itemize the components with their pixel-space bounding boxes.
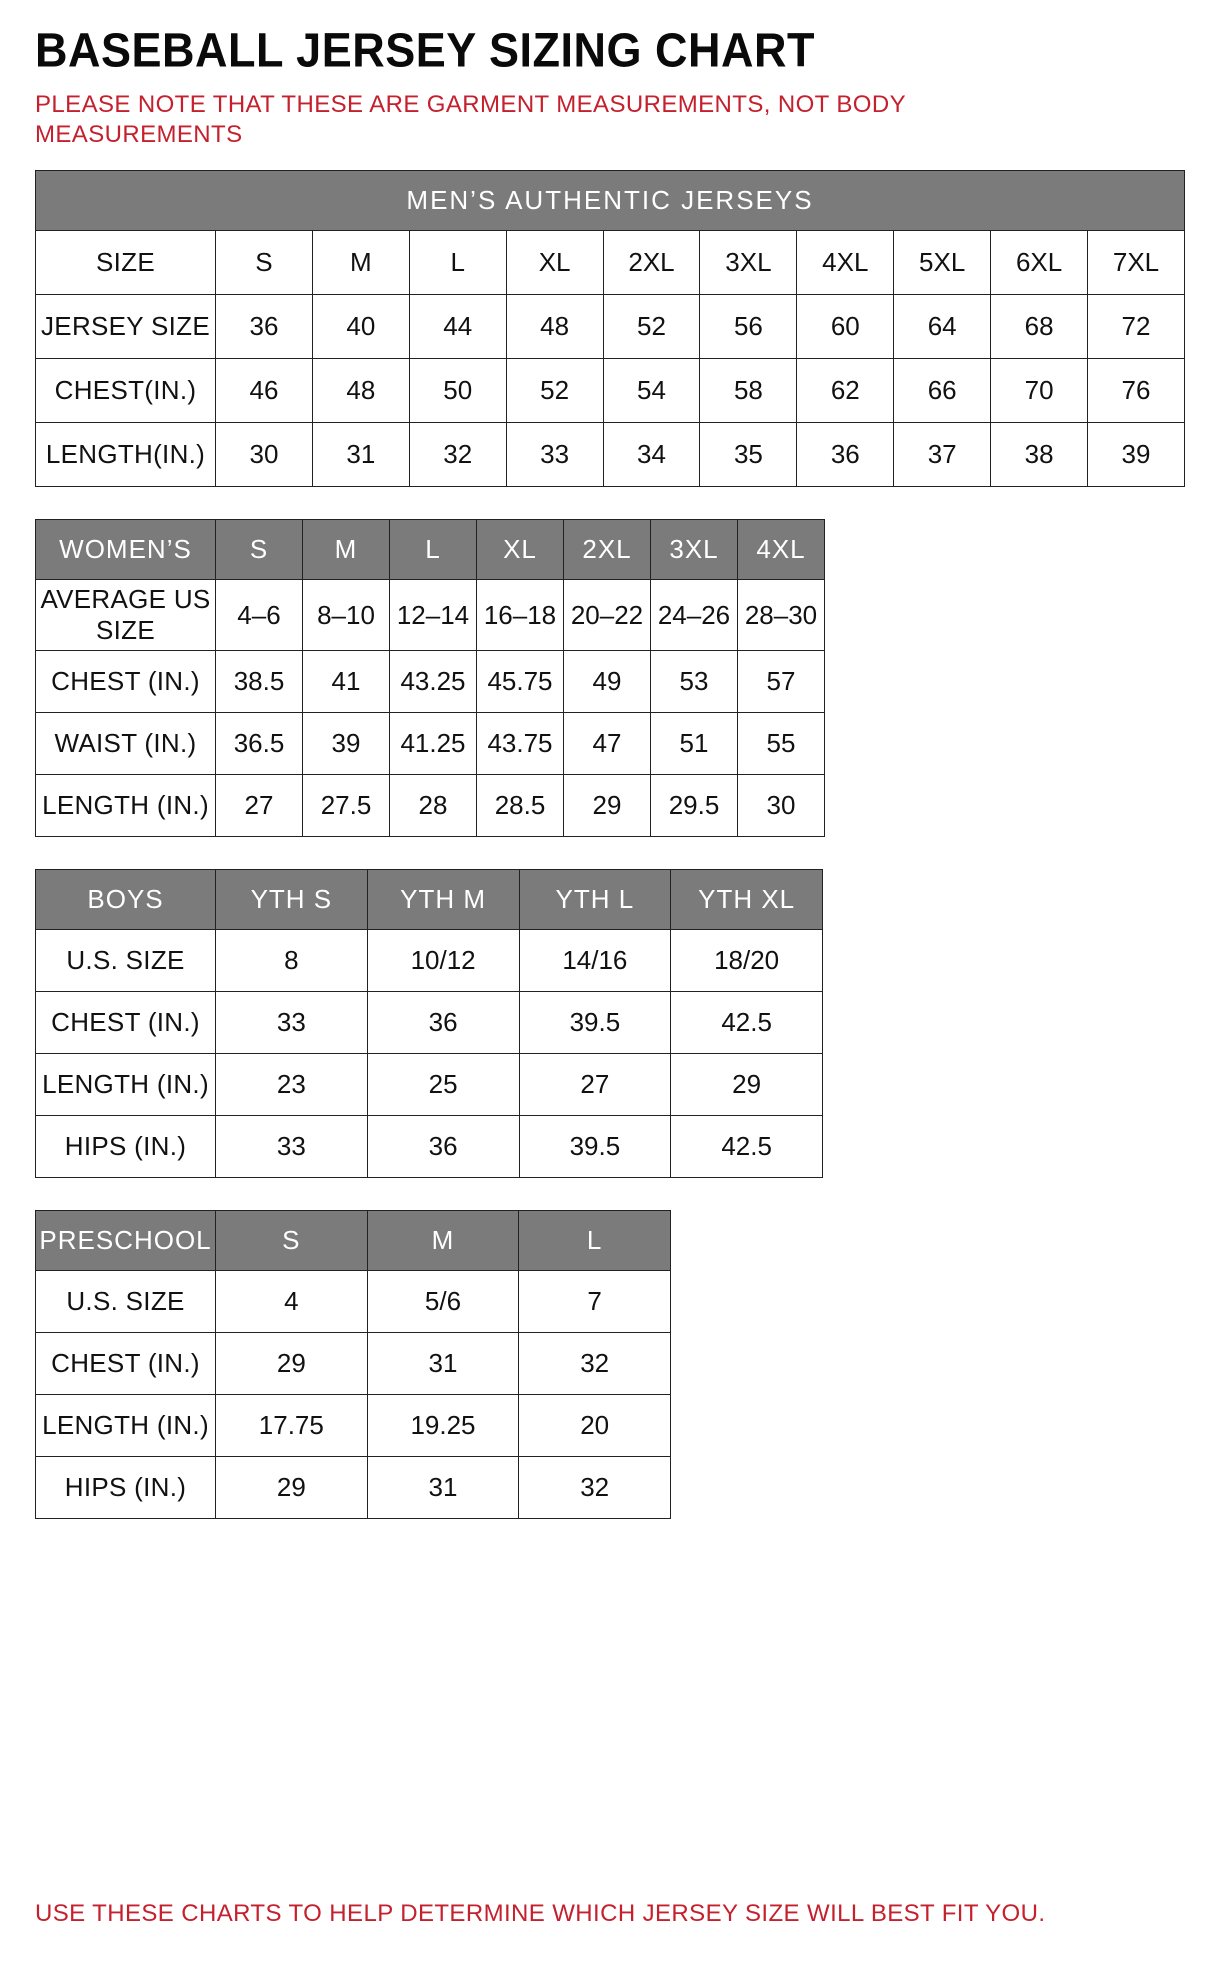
table-cell: 29 [216,1457,368,1519]
table-cell: 39 [1088,423,1185,487]
table-cell: 6XL [991,231,1088,295]
table-cell: 34 [603,423,700,487]
table-header-row [36,520,825,580]
table-cell: 5/6 [367,1271,519,1333]
table-row [36,1457,671,1519]
page-title: BASEBALL JERSEY SIZING CHART [35,22,815,78]
column-header: M [367,1211,519,1271]
table-cell: 27 [519,1054,671,1116]
table-cell: 27 [216,775,303,837]
row-label: JERSEY SIZE [36,295,216,359]
preschool-table-title: PRESCHOOL [36,1211,216,1271]
column-header: YTH S [216,870,368,930]
row-label: U.S. SIZE [36,930,216,992]
table-cell: 44 [409,295,506,359]
table-cell: 47 [564,713,651,775]
table-cell: 30 [216,423,313,487]
table-cell: 36 [797,423,894,487]
table-cell: 39.5 [519,1116,671,1178]
boys-table-title: BOYS [36,870,216,930]
row-label: CHEST (IN.) [36,992,216,1054]
table-row [36,992,823,1054]
table-row [36,231,1185,295]
preschool-sizing-table [35,1210,671,1519]
table-cell: L [409,231,506,295]
table-cell: 56 [700,295,797,359]
mens-table-title: MEN’S AUTHENTIC JERSEYS [36,171,1185,231]
table-cell: 2XL [603,231,700,295]
column-header: XL [477,520,564,580]
column-header: YTH XL [671,870,823,930]
table-cell: 23 [216,1054,368,1116]
table-cell: 32 [409,423,506,487]
table-cell: 41 [303,651,390,713]
table-cell: 30 [738,775,825,837]
table-row [36,713,825,775]
table-cell: 8 [216,930,368,992]
table-cell: 7XL [1088,231,1185,295]
mens-sizing-table [35,170,1185,487]
table-cell: 35 [700,423,797,487]
column-header: 2XL [564,520,651,580]
table-cell: 16–18 [477,580,564,651]
row-label: LENGTH (IN.) [36,1054,216,1116]
table-cell: 36.5 [216,713,303,775]
table-cell: 58 [700,359,797,423]
table-cell: 20–22 [564,580,651,651]
column-header: S [216,520,303,580]
table-cell: 42.5 [671,992,823,1054]
table-cell: 42.5 [671,1116,823,1178]
table-cell: 4 [216,1271,368,1333]
table-cell: 17.75 [216,1395,368,1457]
table-header-row [36,171,1185,231]
table-cell: 68 [991,295,1088,359]
table-cell: 36 [367,1116,519,1178]
table-cell: 45.75 [477,651,564,713]
table-cell: 43.75 [477,713,564,775]
table-cell: 31 [367,1333,519,1395]
table-cell: 28.5 [477,775,564,837]
table-cell: 29 [564,775,651,837]
table-cell: 43.25 [390,651,477,713]
row-label: AVERAGE US SIZE [36,580,216,651]
table-row [36,580,825,651]
table-cell: 7 [519,1271,671,1333]
table-cell: 29 [216,1333,368,1395]
table-cell: 39.5 [519,992,671,1054]
table-cell: 33 [216,1116,368,1178]
table-cell: 29 [671,1054,823,1116]
table-cell: 52 [603,295,700,359]
table-cell: 29.5 [651,775,738,837]
table-cell: 46 [216,359,313,423]
table-cell: 28 [390,775,477,837]
table-cell: 38.5 [216,651,303,713]
table-cell: 32 [519,1333,671,1395]
table-row [36,930,823,992]
table-cell: 25 [367,1054,519,1116]
table-cell: 48 [312,359,409,423]
table-cell: 31 [367,1457,519,1519]
table-cell: 76 [1088,359,1185,423]
table-cell: 36 [216,295,313,359]
table-cell: 38 [991,423,1088,487]
womens-sizing-table [35,519,825,837]
row-label: WAIST (IN.) [36,713,216,775]
table-cell: 18/20 [671,930,823,992]
table-row [36,651,825,713]
table-cell: 37 [894,423,991,487]
table-cell: 28–30 [738,580,825,651]
table-cell: 5XL [894,231,991,295]
table-row [36,1271,671,1333]
table-cell: 4XL [797,231,894,295]
table-cell: 12–14 [390,580,477,651]
row-label: HIPS (IN.) [36,1116,216,1178]
table-header-row [36,1211,671,1271]
table-cell: 62 [797,359,894,423]
table-cell: 60 [797,295,894,359]
table-cell: 27.5 [303,775,390,837]
column-header: L [519,1211,671,1271]
column-header: M [303,520,390,580]
table-cell: 54 [603,359,700,423]
table-cell: 64 [894,295,991,359]
table-cell: M [312,231,409,295]
column-header: S [216,1211,368,1271]
column-header: 3XL [651,520,738,580]
row-label: LENGTH (IN.) [36,775,216,837]
row-label: LENGTH(IN.) [36,423,216,487]
table-header-row [36,870,823,930]
column-header: YTH L [519,870,671,930]
table-row [36,295,1185,359]
table-cell: 53 [651,651,738,713]
column-header: 4XL [738,520,825,580]
table-cell: 40 [312,295,409,359]
table-cell: 70 [991,359,1088,423]
garment-measurement-note: PLEASE NOTE THAT THESE ARE GARMENT MEASUREMENTS, NOT BODY MEASUREMENTS [35,91,906,148]
row-label: CHEST (IN.) [36,651,216,713]
boys-sizing-table [35,869,823,1178]
table-cell: XL [506,231,603,295]
table-cell: 24–26 [651,580,738,651]
table-cell: 66 [894,359,991,423]
fit-advice-footer: USE THESE CHARTS TO HELP DETERMINE WHICH JERSEY SIZE WILL BEST FIT YOU. [35,1900,1046,1927]
table-cell: 39 [303,713,390,775]
table-cell: 19.25 [367,1395,519,1457]
row-label: HIPS (IN.) [36,1457,216,1519]
table-row [36,423,1185,487]
table-cell: 10/12 [367,930,519,992]
table-cell: 31 [312,423,409,487]
table-cell: 20 [519,1395,671,1457]
table-row [36,359,1185,423]
row-label: LENGTH (IN.) [36,1395,216,1457]
table-cell: 57 [738,651,825,713]
table-row [36,1116,823,1178]
table-cell: 50 [409,359,506,423]
row-label: CHEST(IN.) [36,359,216,423]
womens-table-title: WOMEN’S [36,520,216,580]
table-cell: 51 [651,713,738,775]
table-cell: 72 [1088,295,1185,359]
row-label: U.S. SIZE [36,1271,216,1333]
row-label: CHEST (IN.) [36,1333,216,1395]
table-cell: 55 [738,713,825,775]
table-cell: 48 [506,295,603,359]
table-cell: 33 [506,423,603,487]
table-cell: 4–6 [216,580,303,651]
table-cell: 14/16 [519,930,671,992]
table-cell: 3XL [700,231,797,295]
column-header: L [390,520,477,580]
column-header: YTH M [367,870,519,930]
table-cell: 32 [519,1457,671,1519]
table-cell: 8–10 [303,580,390,651]
table-cell: 41.25 [390,713,477,775]
table-row [36,1395,671,1457]
table-cell: 49 [564,651,651,713]
table-row [36,1054,823,1116]
table-row [36,1333,671,1395]
table-row [36,775,825,837]
row-label: SIZE [36,231,216,295]
table-cell: S [216,231,313,295]
table-cell: 52 [506,359,603,423]
table-cell: 36 [367,992,519,1054]
table-cell: 33 [216,992,368,1054]
